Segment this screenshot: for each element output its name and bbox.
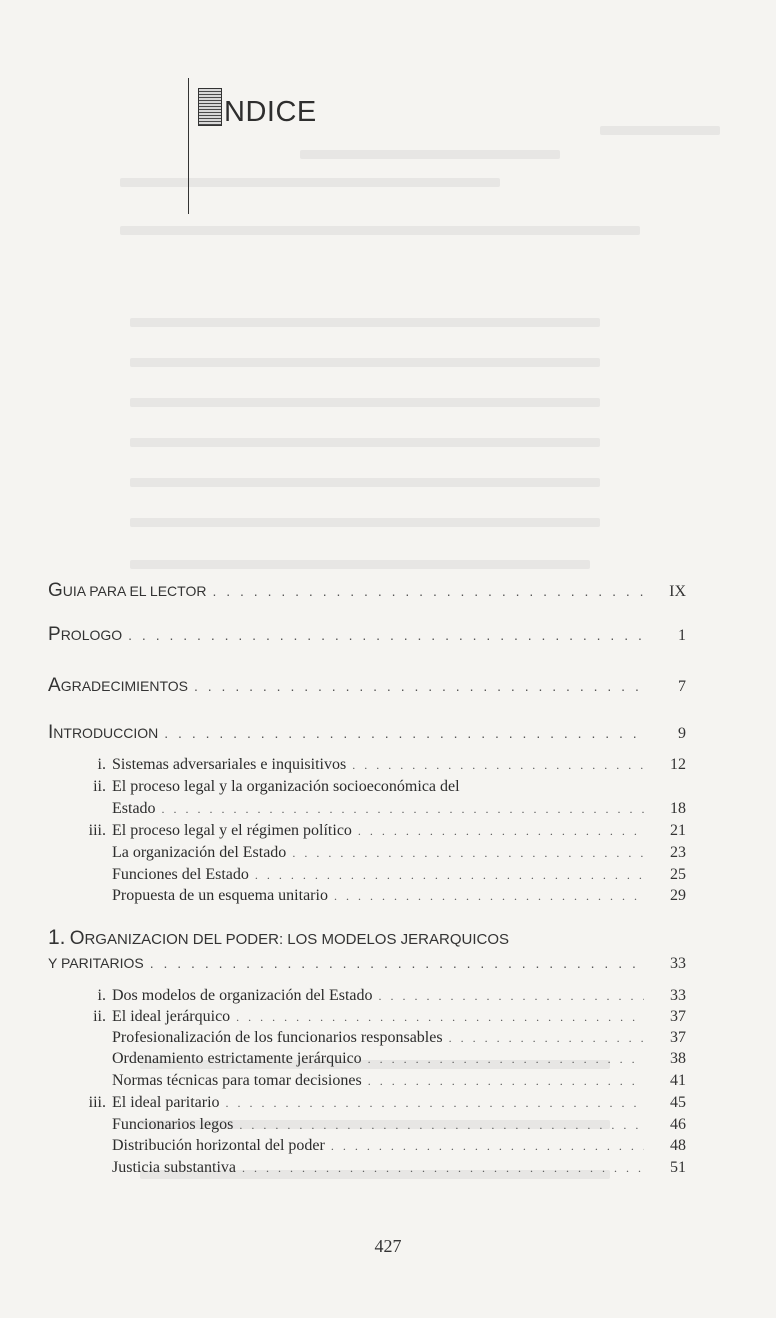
page-title (198, 88, 317, 126)
toc-subentry: Estado . . . 18 (48, 798, 686, 820)
toc-subentry: Funciones del Estado . . . 25 (48, 864, 686, 886)
page-number: 427 (374, 1236, 402, 1256)
toc-page-number: 1 (678, 627, 686, 644)
toc-subentry: Propuesta de un esquema unitario . . . 29 (48, 885, 686, 907)
toc-subentry: Funcionarios legos . . . 46 (48, 1114, 686, 1136)
toc-subentry: Justicia substantiva . . . 51 (48, 1157, 686, 1179)
title-text: NDICE (224, 96, 317, 128)
title-rule (188, 78, 189, 214)
toc-subentry: i. Dos modelos de organización del Estado . . . 33 (48, 985, 686, 1007)
dot-leader (368, 1049, 644, 1070)
toc-subentry: Normas técnicas para tomar decisiones . . . 41 (48, 1070, 686, 1092)
toc-entry-prologo: PROLOGO . . . 1 (48, 624, 686, 646)
dot-leader (194, 678, 644, 694)
dot-leader (236, 1007, 644, 1028)
toc-subentry: ii. El ideal jerárquico . . . 37 (48, 1006, 686, 1028)
dot-leader (212, 583, 644, 599)
dot-leader (150, 955, 644, 971)
dot-leader (358, 821, 644, 842)
toc-page-number: IX (669, 583, 686, 600)
dot-leader (239, 1115, 644, 1136)
chapter-heading: 1. ORGANIZACION DEL PODER: LOS MODELOS JERARQUICOS (48, 926, 509, 949)
toc-subentry: ii. El proceso legal y la organización socioeconómica del (93, 778, 460, 795)
toc-subentry: iii. El ideal paritario . . . 45 (48, 1092, 686, 1114)
chapter-heading-line2: Y PARITARIOS . . . 33 (48, 955, 686, 973)
toc-entry-introduccion: INTRODUCCION . . . 9 (48, 722, 686, 744)
title-dropcap-glyph (198, 88, 222, 126)
toc-subentry: Distribución horizontal del poder . . . 48 (48, 1135, 686, 1157)
dot-leader (162, 799, 644, 820)
dot-leader (352, 755, 644, 776)
toc-subentry: iii. El proceso legal y el régimen político . . . 21 (48, 820, 686, 842)
toc-page-number: 7 (678, 678, 686, 695)
dot-leader (255, 865, 644, 886)
dot-leader (292, 843, 644, 864)
dot-leader (226, 1093, 644, 1114)
toc-subentry: La organización del Estado . . . 23 (48, 842, 686, 864)
toc-page-number: 9 (678, 725, 686, 742)
dot-leader (379, 986, 644, 1007)
toc-subentry: Ordenamiento estrictamente jerárquico . . . 38 (48, 1048, 686, 1070)
toc-entry-guia: GUIA PARA EL LECTOR . . . IX (48, 580, 686, 602)
dot-leader (242, 1158, 644, 1179)
dot-leader (128, 627, 644, 643)
dot-leader (334, 886, 644, 907)
dot-leader (164, 725, 644, 741)
toc-entry-agradecimientos: AGRADECIMIENTOS . . . 7 (48, 675, 686, 697)
dot-leader (368, 1071, 644, 1092)
dot-leader (331, 1136, 644, 1157)
toc-subentry: i. Sistemas adversariales e inquisitivos . . . 12 (48, 754, 686, 776)
dot-leader (449, 1028, 644, 1049)
toc-subentry: Profesionalización de los funcionarios responsables . . . 37 (48, 1027, 686, 1049)
